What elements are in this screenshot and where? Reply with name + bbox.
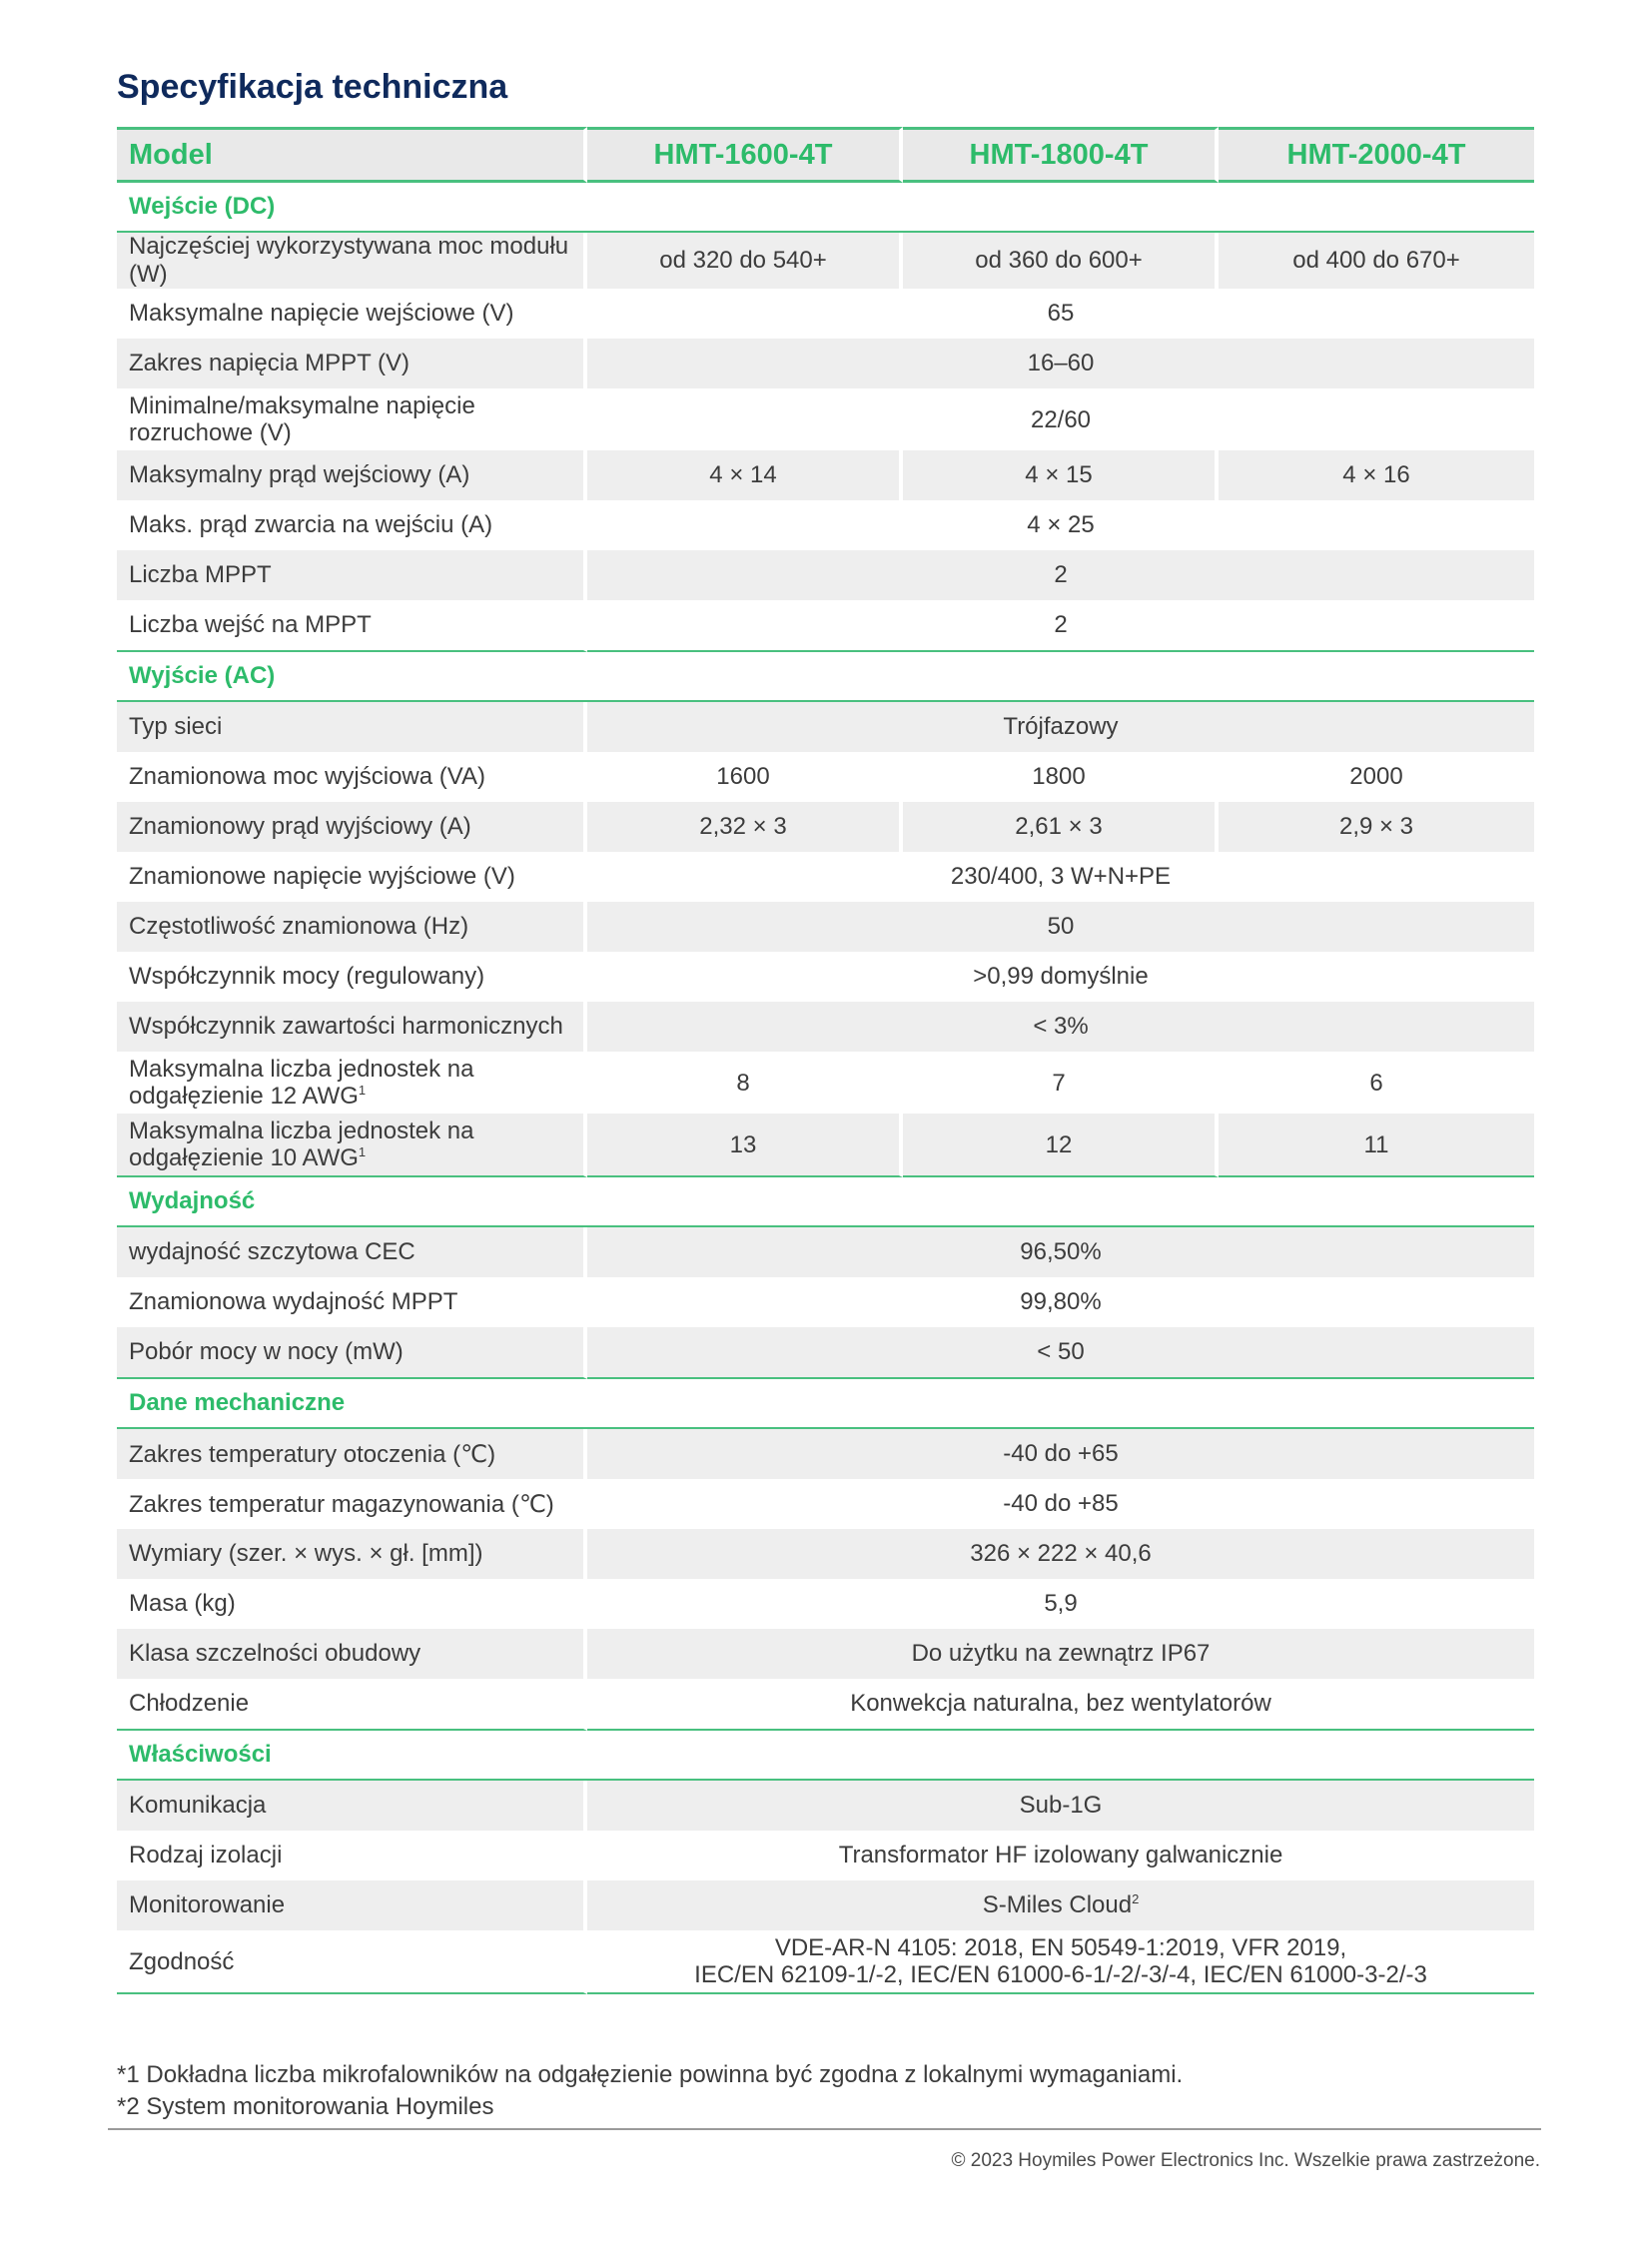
spec-table	[117, 127, 1534, 1994]
cell-value: 50	[587, 902, 1534, 952]
row-label: Komunikacja	[117, 1781, 587, 1831]
table-row	[117, 1679, 1534, 1731]
row-label: Masa (kg)	[117, 1579, 587, 1629]
cell-value: 2,9 × 3	[1219, 802, 1534, 852]
table-row	[117, 550, 1534, 600]
compliance-line: VDE-AR-N 4105: 2018, EN 50549-1:2019, VFR 2019,	[774, 1934, 1347, 1961]
cell-value: 4 × 14	[587, 450, 903, 500]
cell-value: od 360 do 600+	[903, 233, 1219, 289]
cell-value: Konwekcja naturalna, bez wentylatorów	[587, 1679, 1534, 1731]
row-label: Pobór mocy w nocy (mW)	[117, 1327, 587, 1379]
cell-value: 4 × 15	[903, 450, 1219, 500]
model-header: Model	[117, 127, 587, 183]
section-features	[117, 1731, 1534, 1781]
row-label: Zgodność	[117, 1930, 587, 1994]
row-label: Współczynnik mocy (regulowany)	[117, 952, 587, 1002]
cell-value: < 3%	[587, 1002, 1534, 1052]
page-title: Specyfikacja techniczna	[117, 68, 508, 106]
cell-value: Trójfazowy	[587, 702, 1534, 752]
cell-value: 8	[587, 1052, 903, 1114]
table-row	[117, 902, 1534, 952]
table-row	[117, 702, 1534, 752]
table-header-row	[117, 127, 1534, 183]
row-label	[117, 1114, 587, 1177]
row-label	[117, 1052, 587, 1114]
cell-value: < 50	[587, 1327, 1534, 1379]
footnote-marker: 1	[358, 1083, 367, 1098]
section-ac	[117, 652, 1534, 702]
cell-value: od 400 do 670+	[1219, 233, 1534, 289]
table-row	[117, 1227, 1534, 1277]
row-label: Maksymalne napięcie wejściowe (V)	[117, 289, 587, 339]
cell-value: 99,80%	[1020, 1288, 1102, 1315]
cell-value: 96,50%	[587, 1227, 1534, 1277]
row-label: Częstotliwość znamionowa (Hz)	[117, 902, 587, 952]
row-label: Maksymalny prąd wejściowy (A)	[117, 450, 587, 500]
table-row	[117, 852, 1534, 902]
cell-value: 65	[1047, 300, 1075, 327]
cell-value: 5,9	[1044, 1590, 1078, 1617]
table-row	[117, 289, 1534, 339]
cell-value: -40 do +85	[1003, 1490, 1119, 1517]
table-row	[117, 802, 1534, 852]
row-label	[117, 388, 587, 450]
cell-value: 7	[903, 1052, 1219, 1114]
row-label: Chłodzenie	[117, 1679, 587, 1731]
row-label: Klasa szczelności obudowy	[117, 1629, 587, 1679]
cell-value: 2000	[1349, 763, 1403, 790]
footer-divider	[108, 2128, 1541, 2130]
section-mechanical	[117, 1379, 1534, 1429]
cell-value: 4 × 16	[1219, 450, 1534, 500]
cell-value: Do użytku na zewnątrz IP67	[587, 1629, 1534, 1679]
row-label: Monitorowanie	[117, 1880, 587, 1930]
row-label: Znamionowa wydajność MPPT	[117, 1277, 587, 1327]
compliance-line: IEC/EN 62109-1/-2, IEC/EN 61000-6-1/-2/-3/-4, IEC/EN 61000-3-2/-3	[694, 1961, 1427, 1988]
model-header-hmt-1600: HMT-1600-4T	[587, 127, 903, 183]
row-label: Liczba MPPT	[117, 550, 587, 600]
cell-value: 2,32 × 3	[587, 802, 903, 852]
row-label: Najczęściej wykorzystywana moc modułu (W)	[117, 233, 587, 289]
model-header-hmt-1800: HMT-1800-4T	[903, 127, 1219, 183]
row-label: Zakres temperatur magazynowania (℃)	[117, 1479, 587, 1529]
row-label: Współczynnik zawartości harmonicznych	[117, 1002, 587, 1052]
cell-value: 6	[1369, 1069, 1383, 1097]
table-row	[117, 952, 1534, 1002]
cell-value: 2,61 × 3	[903, 802, 1219, 852]
cell-value: 22/60	[1030, 405, 1092, 433]
table-row	[117, 339, 1534, 388]
table-row	[117, 1781, 1534, 1831]
cell-value: 16–60	[587, 339, 1534, 388]
model-header-hmt-2000: HMT-2000-4T	[1219, 127, 1534, 183]
cell-value: 230/400, 3 W+N+PE	[950, 863, 1172, 890]
footnote-marker: 2	[1132, 1891, 1140, 1906]
monitoring-value: S-Miles Cloud	[982, 1891, 1133, 1918]
cell-value: 1800	[903, 752, 1219, 802]
table-row	[117, 1114, 1534, 1177]
footnotes	[117, 2059, 1535, 2123]
section-title: Wejście (DC)	[117, 183, 1534, 233]
row-label: wydajność szczytowa CEC	[117, 1227, 587, 1277]
cell-value: Sub-1G	[587, 1781, 1534, 1831]
row-label: Zakres napięcia MPPT (V)	[117, 339, 587, 388]
section-title: Wyjście (AC)	[117, 652, 1534, 702]
table-row	[117, 1831, 1534, 1880]
row-label: Rodzaj izolacji	[117, 1831, 587, 1880]
table-row	[117, 1052, 1534, 1114]
section-title: Wydajność	[117, 1177, 1534, 1227]
cell-value: 12	[903, 1114, 1219, 1177]
table-row	[117, 1930, 1534, 1994]
row-label: Typ sieci	[117, 702, 587, 752]
cell-value: Transformator HF izolowany galwanicznie	[838, 1842, 1283, 1868]
footnote-1: *1 Dokładna liczba mikrofalowników na odgałęzienie powinna być zgodna z lokalnymi wymaganiami.	[117, 2061, 1184, 2088]
footnote-marker: 1	[358, 1144, 367, 1159]
cell-value: 326 × 222 × 40,6	[587, 1529, 1534, 1579]
row-label: Znamionowe napięcie wyjściowe (V)	[117, 852, 587, 902]
section-efficiency	[117, 1177, 1534, 1227]
row-label-line: odgałęzienie 12 AWG	[129, 1083, 359, 1110]
row-label-line: Maksymalna liczba jednostek na	[129, 1118, 474, 1144]
table-row	[117, 1579, 1534, 1629]
table-row	[117, 1277, 1534, 1327]
cell-value: od 320 do 540+	[587, 233, 903, 289]
cell-value: 2	[587, 550, 1534, 600]
cell-value: -40 do +65	[587, 1429, 1534, 1479]
table-row	[117, 1327, 1534, 1379]
footnote-2: *2 System monitorowania Hoymiles	[117, 2093, 494, 2120]
row-label: Znamionowy prąd wyjściowy (A)	[117, 802, 587, 852]
cell-value	[587, 1880, 1534, 1930]
table-row	[117, 233, 1534, 289]
table-row	[117, 1479, 1534, 1529]
row-label: Znamionowa moc wyjściowa (VA)	[117, 752, 587, 802]
table-row	[117, 1429, 1534, 1479]
cell-value: 13	[587, 1114, 903, 1177]
row-label: Maks. prąd zwarcia na wejściu (A)	[117, 500, 587, 550]
row-label: Wymiary (szer. × wys. × gł. [mm])	[117, 1529, 587, 1579]
table-row	[117, 600, 1534, 652]
row-label-line: Minimalne/maksymalne napięcie	[129, 392, 475, 419]
table-row	[117, 1629, 1534, 1679]
row-label: Liczba wejść na MPPT	[117, 600, 587, 652]
copyright: © 2023 Hoymiles Power Electronics Inc. Wszelkie prawa zastrzeżone.	[951, 2150, 1540, 2171]
cell-value: 2	[587, 600, 1534, 652]
cell-value: 11	[1219, 1114, 1534, 1177]
section-title: Właściwości	[117, 1731, 1534, 1781]
cell-value	[587, 1930, 1534, 1994]
table-row	[117, 1002, 1534, 1052]
cell-value: 1600	[587, 752, 903, 802]
cell-value: >0,99 domyślnie	[973, 963, 1149, 990]
table-row	[117, 752, 1534, 802]
table-row	[117, 450, 1534, 500]
row-label-line: Maksymalna liczba jednostek na	[129, 1056, 474, 1083]
row-label-line: rozruchowe (V)	[129, 419, 292, 446]
table-row	[117, 388, 1534, 450]
section-dc	[117, 183, 1534, 233]
row-label-line: odgałęzienie 10 AWG	[129, 1144, 359, 1171]
row-label: Zakres temperatury otoczenia (℃)	[117, 1429, 587, 1479]
section-title: Dane mechaniczne	[117, 1379, 1534, 1429]
table-row	[117, 500, 1534, 550]
cell-value: 4 × 25	[1027, 511, 1095, 538]
table-row	[117, 1529, 1534, 1579]
table-row	[117, 1880, 1534, 1930]
